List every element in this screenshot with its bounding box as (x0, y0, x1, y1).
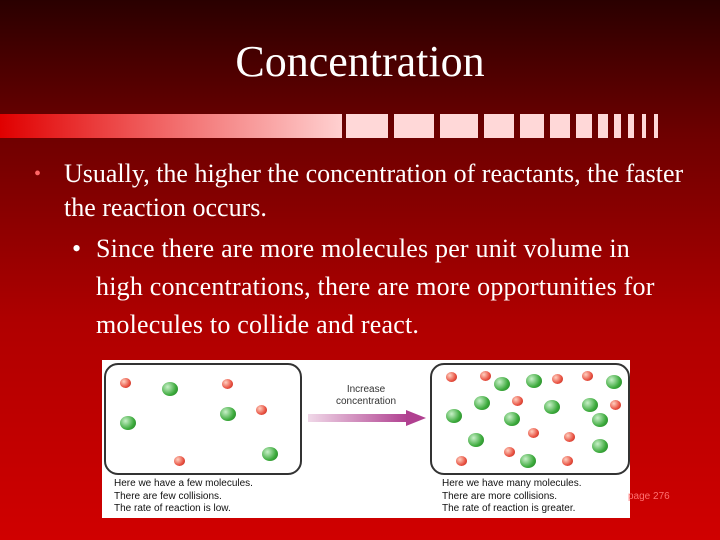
green-molecule (544, 400, 560, 414)
title-bar-block (576, 114, 592, 138)
green-molecule (262, 447, 278, 461)
red-molecule (256, 405, 267, 415)
title-bar-block (394, 114, 434, 138)
green-molecule (504, 412, 520, 426)
arrow-label-line: concentration (335, 396, 397, 407)
red-molecule (174, 456, 185, 466)
low-concentration-panel (104, 363, 302, 475)
title-bar-block (642, 114, 646, 138)
green-molecule (592, 413, 608, 427)
title-bar-block (346, 114, 388, 138)
red-molecule (528, 428, 539, 438)
caption-line: There are few collisions. (114, 490, 222, 502)
green-molecule (220, 407, 236, 421)
title-bar-block (550, 114, 570, 138)
green-molecule (592, 439, 608, 453)
title-bar-block (440, 114, 478, 138)
green-molecule (526, 374, 542, 388)
red-molecule (512, 396, 523, 406)
right-arrow-icon (308, 410, 426, 426)
high-concentration-panel (430, 363, 630, 475)
green-molecule (120, 416, 136, 430)
red-molecule (552, 374, 563, 384)
red-molecule (120, 378, 131, 388)
high-concentration-caption (442, 478, 582, 516)
slide-title: Concentration (235, 37, 485, 86)
title-bar-block (628, 114, 634, 138)
title-bar-block (484, 114, 514, 138)
bullet-main-text: Usually, the higher the concentration of reactants, the faster the reaction occurs. (64, 159, 684, 222)
title-bar-gradient (0, 114, 342, 138)
arrow-label-line: Increase (346, 384, 386, 395)
red-molecule (456, 456, 467, 466)
green-molecule (582, 398, 598, 412)
green-molecule (494, 377, 510, 391)
green-molecule (474, 396, 490, 410)
red-molecule (582, 371, 593, 381)
bullet-marker: • (34, 163, 42, 185)
caption-line: Here we have a few molecules. (114, 478, 253, 489)
title-bar-block (654, 114, 658, 138)
green-molecule (468, 433, 484, 447)
caption-line: The rate of reaction is greater. (442, 503, 576, 514)
caption-line: Here we have many molecules. (442, 478, 582, 489)
red-molecule (504, 447, 515, 457)
title-bar-block (598, 114, 608, 138)
red-molecule (446, 372, 457, 382)
red-molecule (562, 456, 573, 466)
concentration-figure (102, 360, 630, 518)
green-molecule (520, 454, 536, 468)
title-bar-block (614, 114, 621, 138)
red-molecule (222, 379, 233, 389)
low-concentration-caption (114, 478, 253, 516)
green-molecule (162, 382, 178, 396)
bullet-marker: • (72, 234, 82, 263)
red-molecule (480, 371, 491, 381)
red-molecule (610, 400, 621, 410)
green-molecule (446, 409, 462, 423)
page-reference: page 276 (628, 491, 670, 502)
caption-line: There are more collisions. (442, 490, 558, 502)
caption-line: The rate of reaction is low. (114, 503, 231, 514)
red-molecule (564, 432, 575, 442)
title-bar-block (520, 114, 544, 138)
green-molecule (606, 375, 622, 389)
increase-concentration-label (316, 384, 416, 408)
bullet-sub-text: Since there are more molecules per unit volume in high concentrations, there are more opportunities for molecules to collide and react. (96, 234, 655, 339)
title-underline-bar (0, 114, 660, 138)
